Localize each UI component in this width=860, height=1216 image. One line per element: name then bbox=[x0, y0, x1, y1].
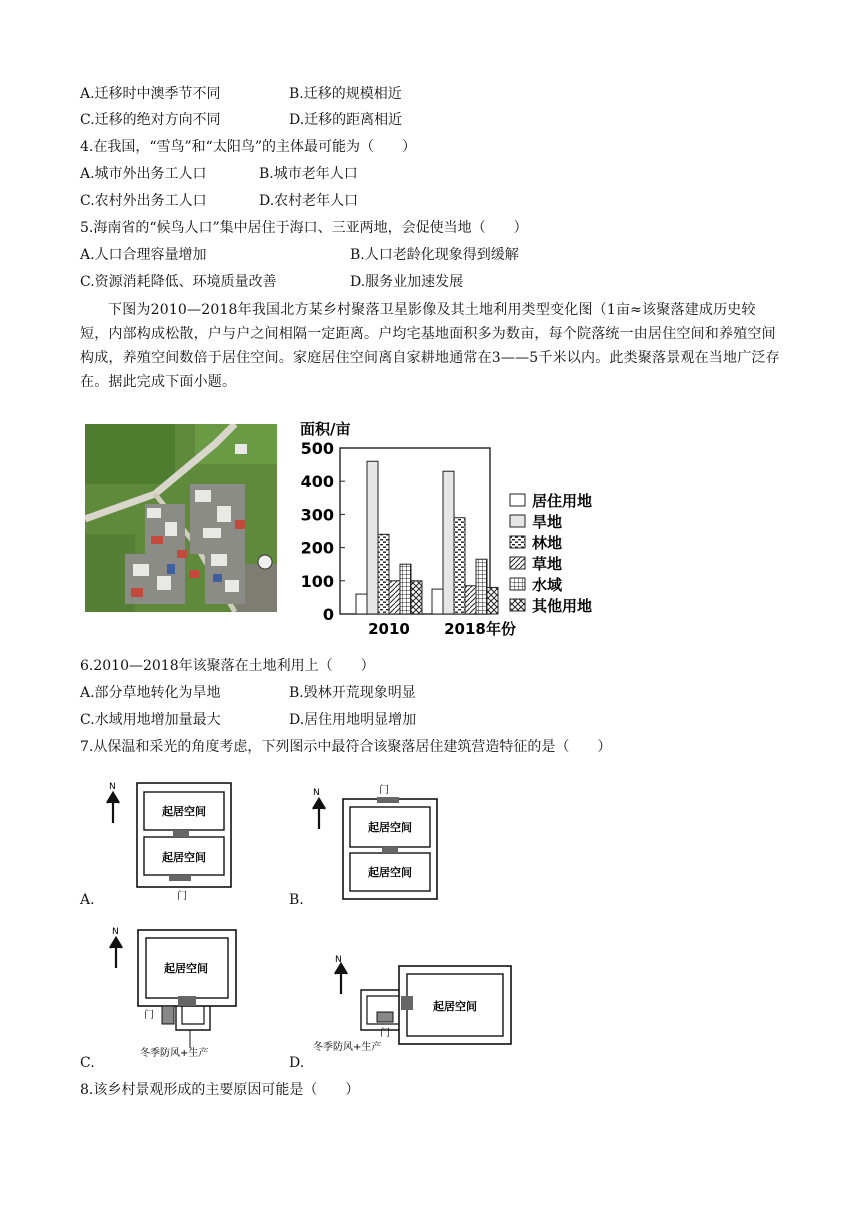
x-axis-label: 年份 bbox=[486, 620, 517, 638]
q7-stem: 7.从保温和采光的角度考虑，下列图示中最符合该聚落居住建筑营造特征的是（ ） bbox=[80, 739, 612, 755]
bar-2010-0 bbox=[356, 594, 367, 614]
q6-option-b: B.毁林开荒现象明显 bbox=[289, 685, 416, 701]
legend-swatch bbox=[510, 494, 525, 506]
legend-label: 旱地 bbox=[532, 513, 563, 531]
figure-d bbox=[305, 950, 515, 1060]
room-label: 起居空间 bbox=[433, 1000, 477, 1013]
bar-2010-3 bbox=[389, 581, 400, 614]
room-label: 起居空间 bbox=[164, 962, 208, 975]
legend-label: 草地 bbox=[532, 555, 563, 573]
x-tick-label: 2010 bbox=[368, 620, 410, 638]
figure-a bbox=[95, 775, 245, 905]
q4-option-c: C.农村外出务工人口 bbox=[80, 193, 207, 209]
door-label: 门 bbox=[177, 891, 187, 902]
y-axis-label: 面积/亩 bbox=[300, 420, 351, 438]
bar-2010-5 bbox=[411, 581, 422, 614]
bar-2010-1 bbox=[367, 461, 378, 614]
y-tick-label: 100 bbox=[300, 571, 334, 591]
north-label: N bbox=[109, 782, 116, 792]
north-label: N bbox=[313, 788, 320, 798]
q6-option-a: A.部分草地转化为旱地 bbox=[80, 685, 221, 701]
y-tick-label: 500 bbox=[300, 439, 334, 458]
door-label: 门 bbox=[379, 785, 389, 796]
q3-option-d: D.迁移的距离相近 bbox=[289, 112, 403, 128]
q4-option-b: B.城市老年人口 bbox=[259, 166, 358, 182]
q7-option-d: D. bbox=[289, 1055, 305, 1071]
q4-option-a: A.城市外出务工人口 bbox=[80, 166, 207, 182]
legend-label: 居住用地 bbox=[532, 492, 593, 510]
bar-2018-2 bbox=[454, 518, 465, 614]
y-tick-label: 300 bbox=[300, 505, 334, 525]
y-tick-label: 200 bbox=[300, 538, 334, 558]
bar-2010-4 bbox=[400, 564, 411, 614]
room-label: 起居空间 bbox=[368, 821, 412, 834]
bar-2018-4 bbox=[476, 559, 487, 614]
q6-option-d: D.居住用地明显增加 bbox=[289, 712, 417, 728]
q3-option-a: A.迁移时中澳季节不同 bbox=[80, 86, 221, 102]
figure-b bbox=[305, 783, 455, 903]
q7-option-c: C. bbox=[80, 1055, 95, 1071]
room-label: 起居空间 bbox=[162, 851, 206, 864]
q5-option-c: C.资源消耗降低、环境质量改善 bbox=[80, 274, 277, 290]
bar-2018-5 bbox=[487, 587, 498, 614]
door-label: 门 bbox=[144, 1010, 154, 1021]
passage-text: 下图为2010—2018年我国北方某乡村聚落卫星影像及其土地利用类型变化图（1亩≈该聚落建成历史较短，内部构成松散，户与户之间相隔一定距离。户均宅基地面积多为数亩，每个院落统一由居住空间和养殖空间构成，养殖空间数倍于居住空间。家庭居住空间离自家耕地通常在3——5千米以内。此类聚落景观在当地广泛存在。据此完成下面小题。 bbox=[80, 302, 780, 390]
north-label: N bbox=[335, 955, 342, 965]
north-label: N bbox=[112, 927, 119, 937]
yard-label: 冬季防风+生产 bbox=[140, 1048, 209, 1059]
q3-option-b: B.迁移的规模相近 bbox=[289, 86, 402, 102]
legend-label: 其他用地 bbox=[532, 597, 593, 615]
legend-label: 水域 bbox=[532, 576, 563, 594]
legend-label: 林地 bbox=[532, 534, 563, 552]
land-use-chart bbox=[290, 418, 610, 638]
q3-option-c: C.迁移的绝对方向不同 bbox=[80, 112, 221, 128]
y-tick-label: 400 bbox=[300, 472, 334, 492]
legend-swatch bbox=[510, 599, 525, 611]
q7-option-a: A. bbox=[80, 892, 95, 908]
q6-option-c: C.水域用地增加量最大 bbox=[80, 712, 221, 728]
q5-option-b: B.人口老龄化现象得到缓解 bbox=[350, 247, 519, 263]
q6-stem: 6.2010—2018年该聚落在土地利用上（ ） bbox=[80, 658, 375, 674]
door-label: 门 bbox=[380, 1028, 390, 1039]
legend-swatch bbox=[510, 515, 525, 527]
yard-label: 冬季防风+生产 bbox=[313, 1042, 382, 1053]
y-tick-label: 0 bbox=[322, 605, 334, 624]
q4-option-d: D.农村老年人口 bbox=[259, 193, 359, 209]
legend-swatch bbox=[510, 578, 525, 590]
q5-option-a: A.人口合理容量增加 bbox=[80, 247, 207, 263]
bar-2010-2 bbox=[378, 534, 389, 614]
room-label: 起居空间 bbox=[368, 866, 412, 879]
satellite-image bbox=[85, 424, 277, 612]
legend-swatch bbox=[510, 536, 525, 548]
x-tick-label: 2018 bbox=[444, 620, 486, 638]
q4-stem: 4.在我国，“雪鸟”和“太阳鸟”的主体最可能为（ ） bbox=[80, 139, 416, 155]
q8-stem: 8.该乡村景观形成的主要原因可能是（ ） bbox=[80, 1082, 360, 1098]
bar-2018-1 bbox=[443, 471, 454, 614]
q5-stem: 5.海南省的“候鸟人口”集中居住于海口、三亚两地，会促使当地（ ） bbox=[80, 220, 528, 236]
bar-2018-0 bbox=[432, 589, 443, 614]
figure-c bbox=[100, 922, 270, 1062]
q7-option-b: B. bbox=[289, 892, 304, 908]
bar-2018-3 bbox=[465, 586, 476, 614]
q5-option-d: D.服务业加速发展 bbox=[350, 274, 464, 290]
room-label: 起居空间 bbox=[162, 805, 206, 818]
legend-swatch bbox=[510, 557, 525, 569]
